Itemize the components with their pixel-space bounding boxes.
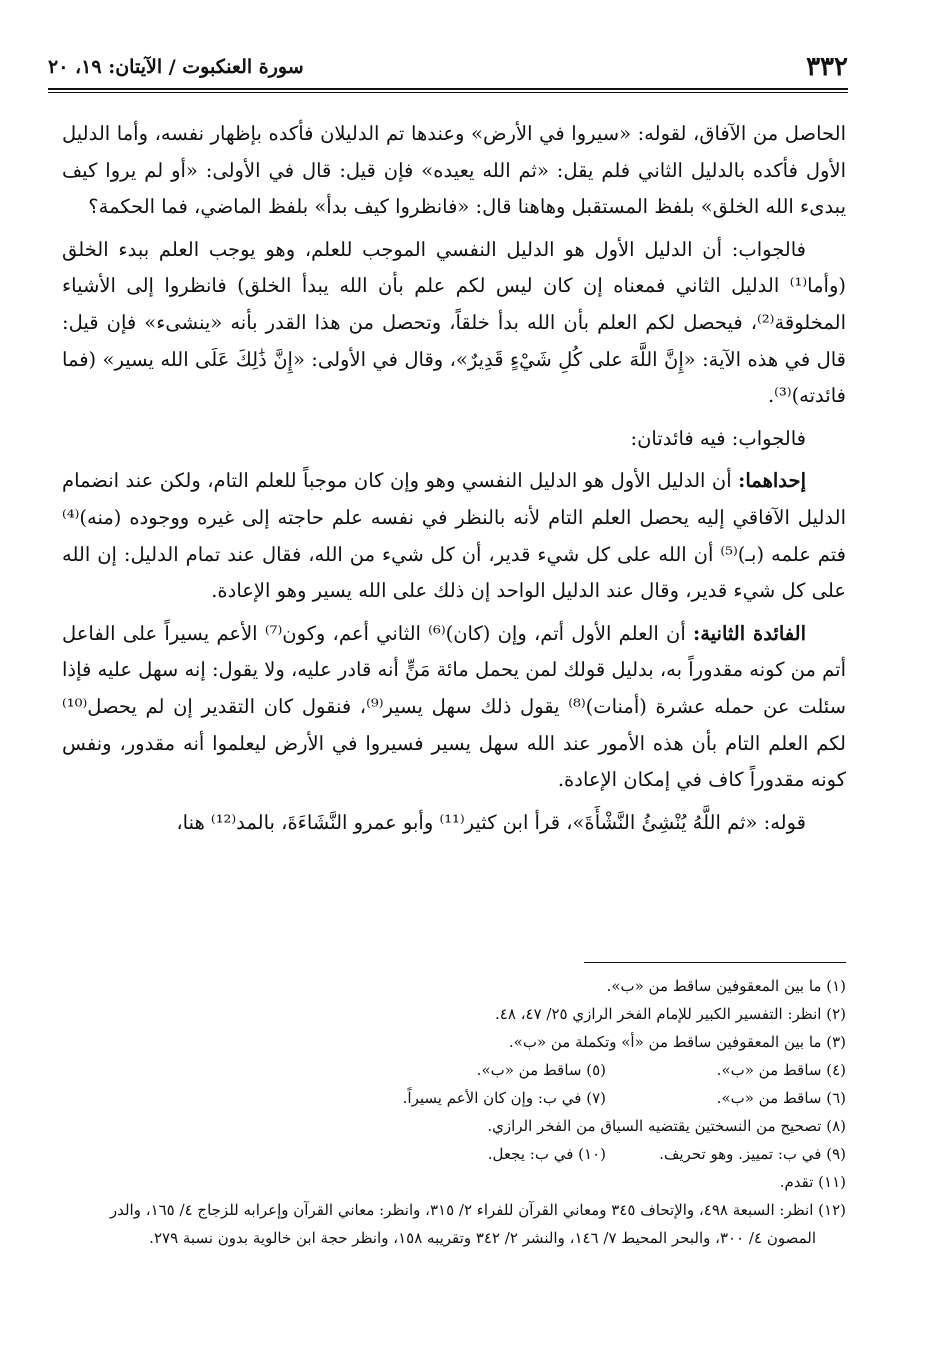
main-text (62, 116, 846, 847)
paragraph-3: فالجواب: فيه فائدتان: (630, 426, 806, 450)
footnote-1: (١) ما بين المعقوفين ساقط من «ب». (606, 977, 846, 995)
paragraph-2: فالجواب: أن الدليل الأول هو الدليل النفسي الموجب للعلم، وهو يوجب العلم ببدء الخلق (وأما⁽¹⁾ الدليل الثاني فمعناه إن كان ليس لكم علم بأن الله يبدأ الخلق) فانظروا إلى الأشياء المخلوقة⁽²⁾، فيحصل لكم العلم بأن الله بدأ خلقاً، وتحصل من هذا القدر بأنه «ينشىء» فإن قيل: قال في هذه الآية: «إِنَّ اللَّهَ على كُلِ شَيْءٍ قَدِيرٌ»، وقال في الأولى: «إِنَّ ذَٰلِكَ عَلَى الله يسير» (فما فائدته)⁽³⁾. (62, 237, 846, 408)
paragraph-4 (62, 463, 846, 609)
page-header (48, 50, 848, 86)
footnote-7: (٧) في ب: وإن كان الأعم يسيراً. (402, 1089, 606, 1107)
paragraph-6: قوله: «ثم اللَّهُ يُنْشِئُ النَّشْأَةَ»، قرأ ابن كثير⁽¹¹⁾ وأبو عمرو النَّشَاءَةَ، بالمد⁽¹²⁾ هنا، (176, 810, 806, 834)
footnote-9: (٩) في ب: تمييز. وهو تحريف. (659, 1145, 846, 1163)
footnote-11: (١١) تقدم. (779, 1173, 846, 1191)
running-title: سورة العنكبوت / الآيتان: ١٩، ٢٠ (48, 56, 304, 78)
footnote-2: (٢) انظر: التفسير الكبير للإمام الفخر الرازي ٢٥/ ٤٧، ٤٨. (495, 1005, 846, 1023)
footnote-separator (584, 962, 846, 963)
paragraph-4-text: أن الدليل الأول هو الدليل النفسي وهو وإن كان موجباً للعلم التام، ولكن عند انضمام الدليل الآفاقي إليه يحصل العلم التام لأنه بالنظر في نفسه علم حاجته إلى غيره ووجوده (منه)⁽⁴⁾ فتم علمه (بـ)⁽⁵⁾ أن الله على كل شيء قدير، أن كل شيء من الله، فقال عند تمام الدليل: إن الله على كل شيء قدير، وقال عند الدليل الواحد إن ذلك على الله يسير وهو الإعادة. (62, 469, 846, 603)
footnote-8: (٨) تصحيح من النسختين يقتضيه السياق من الفخر الرازي. (487, 1117, 846, 1135)
header-rule-thin (48, 92, 848, 93)
paragraph-4-lead: إحداهما: (738, 469, 806, 493)
paragraph-5 (62, 616, 846, 799)
footnote-6: (٦) ساقط من «ب». (716, 1089, 846, 1107)
footnote-row-9-10 (62, 1140, 846, 1168)
footnotes (62, 972, 846, 1252)
footnote-row-6-7 (62, 1084, 846, 1112)
paragraph-1: الحاصل من الآفاق، لقوله: «سيروا في الأرض» وعندها تم الدليلان فأكده بإظهار نفسه، وأما الدليل الأول فأكده بالدليل الثاني فلم يقل: «ثم الله يعيده» فإن قيل: قال في الأولى: «أو لم يروا كيف يبدىء الله الخلق» بلفظ المستقبل وهاهنا قال: «فانظروا كيف بدأ» بلفظ الماضي، فما الحكمة؟ (62, 122, 846, 219)
footnote-5: (٥) ساقط من «ب». (476, 1061, 606, 1079)
footnote-12: (١٢) انظر: السبعة ٤٩٨، والإتحاف ٣٤٥ ومعاني القرآن للفراء ٢/ ٣١٥، وانظر: معاني القرآن وإعرابه للزجاج ٤/ ١٦٥، والدر المصون ٤/ ٣٠٠، والبحر المحيط ٧/ ١٤٦، والنشر ٢/ ٣٤٢ وتقريبه ١٥٨، وانظر حجة ابن خالوية بدون نسبة ٢٧٩. (109, 1201, 846, 1247)
header-rule (48, 88, 848, 90)
footnote-3: (٣) ما بين المعقوفين ساقط من «أ» وتكملة من «ب». (508, 1033, 846, 1051)
paragraph-5-lead: الفائدة الثانية: (693, 621, 807, 645)
footnote-4: (٤) ساقط من «ب». (716, 1061, 846, 1079)
page-number: ٣٣٢ (806, 52, 848, 82)
footnote-10: (١٠) في ب: يجعل. (487, 1145, 606, 1163)
paragraph-5-text: أن العلم الأول أتم، وإن (كان)⁽⁶⁾ الثاني أعم، وكون⁽⁷⁾ الأعم يسيراً على الفاعل أتم من كونه مقدوراً به، بدليل قولك لمن يحمل مائة مَنٍّ أنه قادر عليه، ولا يقول: إنه سهل عليه فإذا سئلت عن حمله عشرة (أمنات)⁽⁸⁾ يقول ذلك سهل يسير⁽⁹⁾، فنقول كان التقدير إن لم يحصل⁽¹⁰⁾ لكم العلم التام بأن هذه الأمور عند الله سهل يسير فسيروا في الأرض ليعلموا أنه مقدور، ونفس كونه مقدوراً كاف في إمكان الإعادة. (61, 621, 846, 792)
footnote-row-4-5 (62, 1056, 846, 1084)
